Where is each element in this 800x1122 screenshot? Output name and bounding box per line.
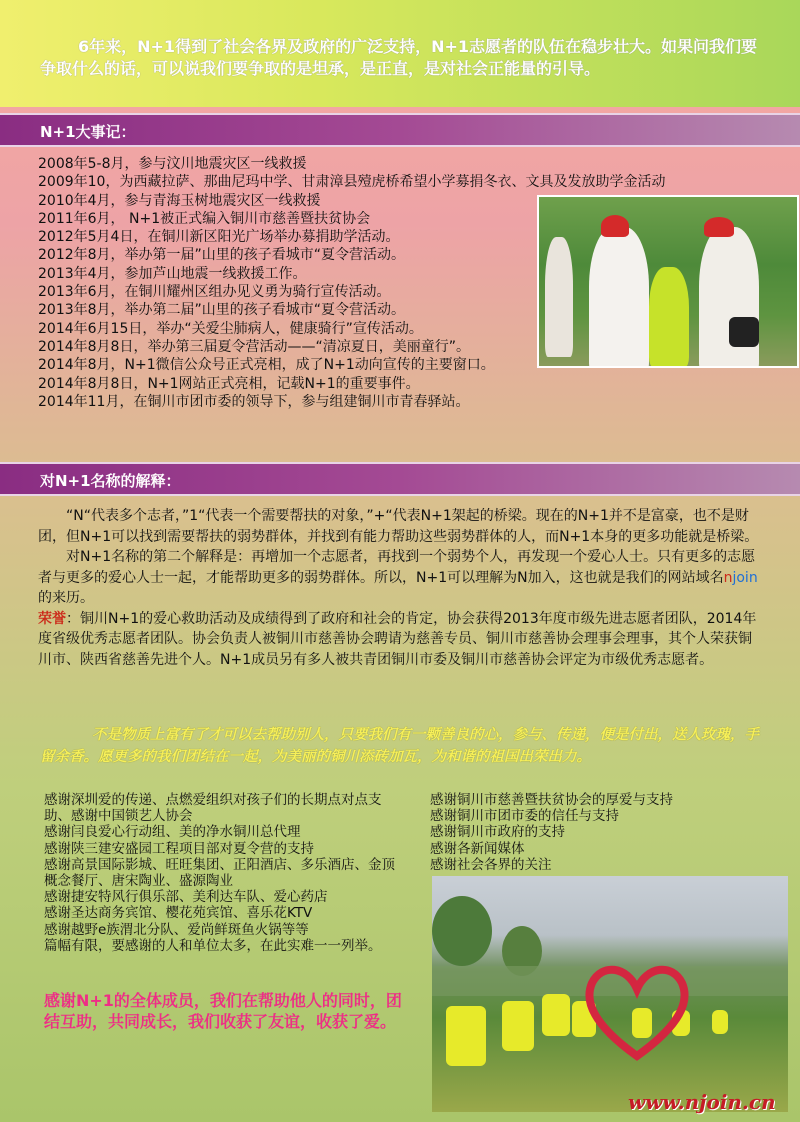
thanks-list-right: [430, 792, 790, 873]
motto-text: 不是物质上富有了才可以去帮助别人，只要我们有一颗善良的心，参与、传递，便是付出，送人玫瑰，手留余香。愿更多的我们团结在一起，为美丽的铜川添砖加瓦，为和谐的祖国出荣出力。: [40, 726, 759, 765]
website-watermark: www.njoin.cn: [628, 1090, 776, 1114]
explanation-heading: 对N+1名称的解释：: [0, 462, 800, 496]
timeline-event: 2014年8月8日，举办第三届夏令营活动——“清凉夏日，美丽童行”。: [38, 338, 470, 355]
thanks-item: 感谢越野e族渭北分队、爱尚鲜斑鱼火锅等等: [44, 921, 309, 938]
timeline-heading: N+1大事记：: [0, 113, 800, 147]
timeline-event: 2013年8月，举办第二届”山里的孩子看城市“夏令营活动。: [38, 302, 406, 319]
thanks-item: 感谢铜川市政府的支持: [430, 824, 565, 841]
domain-rest: join: [732, 569, 758, 586]
thanks-item: 感谢陕三建安盛园工程项目部对夏令营的支持: [44, 840, 314, 857]
honor-label: 荣誉: [38, 610, 66, 627]
thanks-item: 感谢深圳爱的传递、点燃爱组织对孩子们的长期点对点支助、感谢中国锁艺人协会: [44, 792, 382, 825]
heart-logo-icon: [582, 961, 692, 1061]
timeline-event: 2014年8月8日，N+1网站正式亮相，记载N+1的重要事件。: [38, 375, 420, 392]
timeline-event: 2010年4月，参与青海玉树地震灾区一线救援: [38, 192, 321, 209]
explanation-paragraph-2: 对N+1名称的第二个解释是：再增加一个志愿者，再找到一个弱势个人，再发现一个爱心人士。只有更多的志愿者与更多的爱心人士一起，才能帮助更多的弱势群体。所以，N+1可以理解为N加入，这也就是我们的网站域名njoin的来历。: [38, 549, 758, 606]
honor-paragraph: 荣誉：铜川N+1的爱心救助活动及成绩得到了政府和社会的肯定，协会获得2013年度市级先进志愿者团队，2014年度省级优秀志愿者团队。协会负责人被铜川市慈善协会聘请为慈善专员、铜川市慈善协会理事会理事，其个人荣获铜川市、陕西省慈善先进个人。N+1成员另有多人被共青团铜川市委及铜川市慈善协会评定为市级优秀志愿者。: [38, 610, 757, 668]
timeline-event: 2012年5月4日，在铜川新区阳光广场举办募捐助学活动。: [38, 229, 400, 246]
explanation-section: [38, 506, 764, 670]
thanks-item: 感谢捷安特风行俱乐部、美利达车队、爱心药店: [44, 889, 328, 906]
thanks-item: 感谢铜川市团市委的信任与支持: [430, 808, 619, 825]
thanks-item: 感谢闫良爱心行动组、美的净水铜川总代理: [44, 824, 301, 841]
thanks-item: 感谢社会各界的关注: [430, 856, 552, 873]
volunteers-walking-photo: [537, 195, 799, 368]
timeline-event: 2013年4月，参加芦山地震一线救援工作。: [38, 265, 307, 282]
timeline-event: 2011年6月， N+1被正式编入铜川市慈善暨扶贫协会: [38, 210, 371, 227]
intro-paragraph: 6年来，N+1得到了社会各界及政府的广泛支持，N+1志愿者的队伍在稳步壮大。如果问我们要争取什么的话，可以说我们要争取的是坦承，是正直，是对社会正能量的引导。: [0, 0, 800, 107]
timeline-event: 2012年8月，举办第一届”山里的孩子看城市“夏令营活动。: [38, 247, 406, 264]
thanks-item: 感谢铜川市慈善暨扶贫协会的厚爱与支持: [430, 792, 673, 808]
timeline-event: 2009年10，为西藏拉萨、那曲尼玛中学、甘肃漳县殪虎桥希望小学募捐冬衣、文具及发放助学金活动: [38, 174, 666, 191]
timeline-event: 2008年5-8月，参与汶川地震灾区一线救援: [38, 156, 307, 172]
thanks-item: 感谢高景国际影城、旺旺集团、正阳酒店、多乐酒店、金顶概念餐厅、唐宋陶业、盛源陶业: [44, 856, 395, 890]
closing-message: 感谢N+1的全体成员，我们在帮助他人的同时，团结互助，共同成长，我们收获了友谊，收获了爱。: [44, 991, 402, 1031]
summer-camp-photo: [432, 876, 788, 1112]
explanation-paragraph-1: “N“代表多个志者，”1“代表一个需要帮扶的对象，”+“代表N+1架起的桥梁。现在的N+1并不是富豪，也不是财团，但N+1可以找到需要帮扶的弱势群体，并找到有能力帮助这些弱势群体的人，而N+1本身的更多功能就是桥梁。: [38, 508, 759, 545]
timeline-event: 2014年6月15日，举办“关爱尘肺病人，健康骑行”宣传活动。: [38, 320, 423, 337]
thanks-item: 感谢各新闻媒体: [430, 840, 525, 857]
timeline-event: 2013年6月，在铜川耀州区组办见义勇为骑行宣传活动。: [38, 284, 391, 301]
thanks-item: 感谢圣达商务宾馆、樱花苑宾馆、喜乐花KTV: [44, 905, 313, 922]
thanks-item: 篇幅有限，要感谢的人和单位太多，在此实难一一列举。: [44, 937, 382, 954]
timeline-event: 2014年11月，在铜川市团市委的领导下，参与组建铜川市青春驿站。: [38, 393, 470, 410]
timeline-event: 2014年8月，N+1微信公众号正式亮相，成了N+1动向宣传的主要窗口。: [38, 357, 495, 374]
thanks-list-left: [44, 792, 404, 954]
domain-letter-n: n: [723, 569, 733, 586]
